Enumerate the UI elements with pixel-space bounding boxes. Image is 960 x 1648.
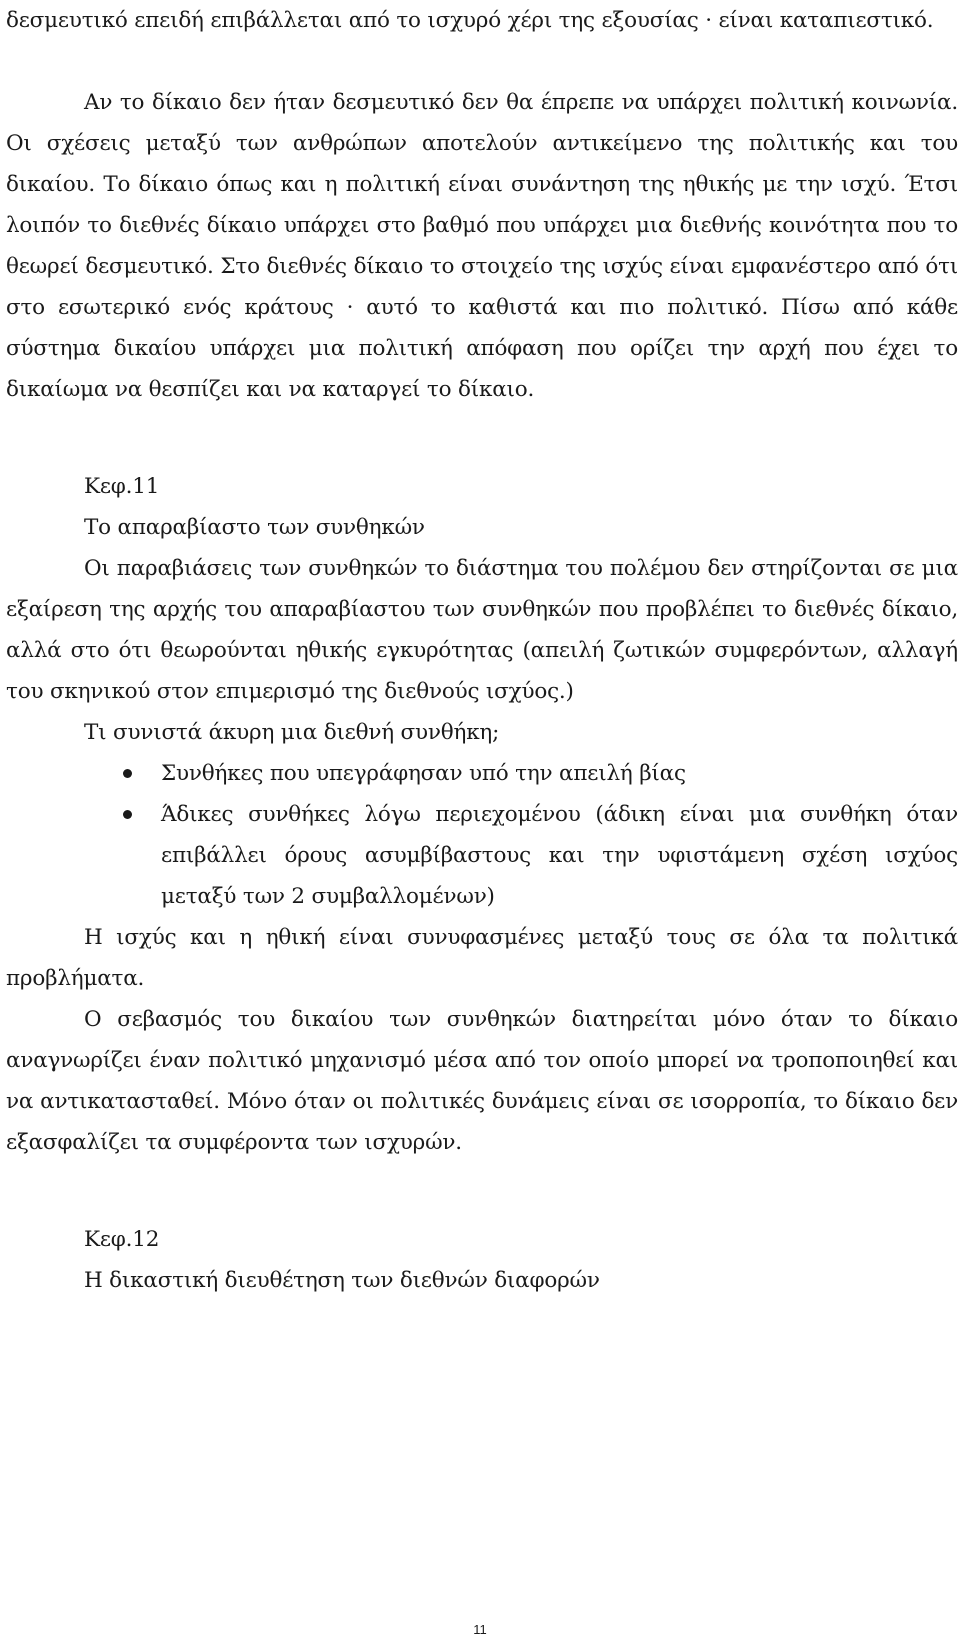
chapter-12-title: Η δικαστική διευθέτηση των διεθνών διαφορών bbox=[84, 1268, 600, 1293]
list-item-text: Συνθήκες που υπεγράφησαν υπό την απειλή βίας bbox=[161, 761, 686, 786]
paragraph-continued: δεσμευτικό επειδή επιβάλλεται από το ισχυρό χέρι της εξουσίας · είναι καταπιεστικό. bbox=[6, 8, 934, 33]
paragraph-treaty-respect: Ο σεβασμός του δικαίου των συνθηκών διατηρείται μόνο όταν το δίκαιο αναγνωρίζει έναν πολιτικό μηχανισμό μέσα από τον οποίο μπορεί να τροποποιηθεί και να αντικατασταθεί. Μόνο όταν οι πολιτικές δυνάμεις είναι σε ισορροπία, το δίκαιο δεν εξασφαλίζει τα συμφέροντα των ισχυρών. bbox=[6, 1007, 958, 1155]
list-item bbox=[6, 794, 958, 917]
page-content bbox=[6, 0, 958, 1301]
paragraph-political-society: Αν το δίκαιο δεν ήταν δεσμευτικό δεν θα έπρεπε να υπάρχει πολιτική κοινωνία. Οι σχέσεις μεταξύ των ανθρώπων αποτελούν αντικείμενο της πολιτικής και του δικαίου. Το δίκαιο όπως και η πολιτική είναι συνάντηση της ηθικής με την ισχύ. Έτσι λοιπόν το διεθνές δίκαιο υπάρχει στο βαθμό που υπάρχει μια διεθνής κοινότητα που το θεωρεί δεσμευτικό. Στο διεθνές δίκαιο το στοιχείο της ισχύς είναι εμφανέστερο από ότι στο εσωτερικό ενός κράτους · αυτό το καθιστά και πιο πολιτικό. Πίσω από κάθε σύστημα δικαίου υπάρχει μια πολιτική απόφαση που ορίζει την αρχή που έχει το δικαίωμα να θεσπίζει και να καταργεί το δίκαιο. bbox=[6, 90, 958, 402]
list-item-text: Άδικες συνθήκες λόγω περιεχομένου (άδικη είναι μια συνθήκη όταν επιβάλλει όρους ασυμβίβαστους και την υφιστάμενη σχέση ισχύος μεταξύ των 2 συμβαλλομένων) bbox=[161, 802, 958, 909]
bullet-icon bbox=[123, 769, 132, 778]
paragraph-treaty-violations: Οι παραβιάσεις των συνθηκών το διάστημα του πολέμου δεν στηρίζονται σε μια εξαίρεση της αρχής του απαραβίαστου των συνθηκών που προβλέπει το διεθνές δίκαιο, αλλά στο ότι θεωρούνται ηθικής εγκυρότητας (απειλή ζωτικών συμφερόντων, αλλαγή του σκηνικού στον επιμερισμό της διεθνούς ισχύος.) bbox=[6, 556, 958, 704]
paragraph-power-ethics: Η ισχύς και η ηθική είναι συνυφασμένες μεταξύ τους σε όλα τα πολιτικά προβλήματα. bbox=[6, 925, 958, 991]
page-number: 11 bbox=[473, 1622, 487, 1637]
chapter-11-label: Κεφ.11 bbox=[84, 474, 160, 499]
bullet-icon bbox=[123, 810, 132, 819]
question-line: Τι συνιστά άκυρη μια διεθνή συνθήκη; bbox=[84, 720, 500, 745]
chapter-11-title: Το απαραβίαστο των συνθηκών bbox=[84, 515, 425, 540]
list-item bbox=[6, 753, 958, 794]
bullet-list bbox=[6, 753, 958, 917]
chapter-12-label: Κεφ.12 bbox=[84, 1227, 160, 1252]
